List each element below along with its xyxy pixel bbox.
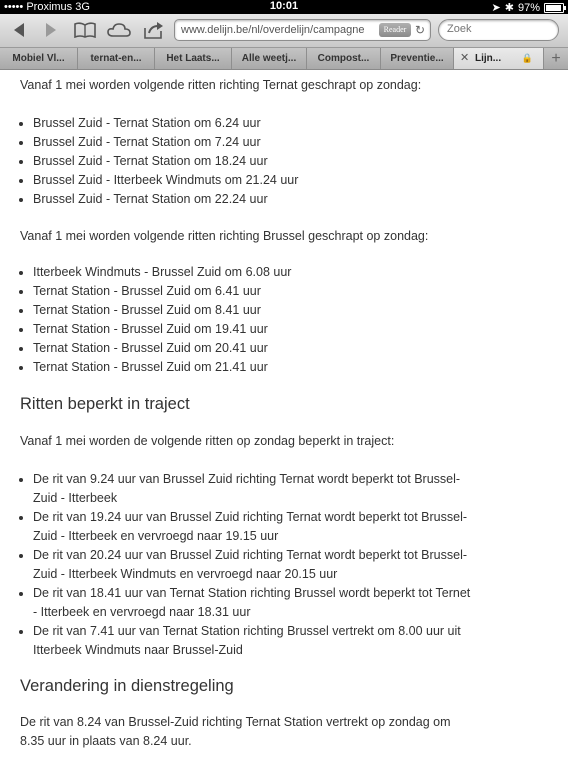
list-item: • Ternat Station - Brussel Zuid om 6.41 uur (33, 282, 473, 301)
back-button[interactable] (6, 18, 32, 42)
page-content (0, 70, 568, 757)
heading-verandering: Verandering in dienstregeling (20, 677, 234, 695)
heading-ritten-beperkt: Ritten beperkt in traject (20, 395, 190, 413)
paragraph-3: Vanaf 1 mei worden de volgende ritten op zondag beperkt in traject: (20, 434, 395, 448)
forward-arrow-icon (44, 22, 58, 38)
paragraph-4: De rit van 8.24 van Brussel-Zuid richting Ternat Station vertrekt op zondag om 8.35 uur in plaats van 8.24 uur. (20, 715, 451, 748)
browser-toolbar (0, 14, 568, 48)
tab-label: Lijn... (475, 53, 502, 64)
tab-label: Alle weetj... (241, 53, 297, 64)
address-bar[interactable] (174, 19, 431, 41)
cloud-icon (107, 22, 131, 38)
list-item: • Brussel Zuid - Ternat Station om 18.24 uur (33, 152, 473, 171)
close-tab-icon[interactable]: ✕ (460, 52, 470, 64)
signal-icon: ••••• (4, 1, 24, 13)
plus-icon: + (551, 50, 561, 67)
tab-label: Het Laats... (166, 53, 220, 64)
list-item: • Ternat Station - Brussel Zuid om 19.41 uur (33, 320, 473, 339)
search-input[interactable] (447, 23, 547, 35)
reader-button[interactable]: Reader (379, 23, 411, 37)
battery-icon (544, 3, 564, 13)
new-tab-button[interactable] (544, 48, 568, 69)
list-item: • De rit van 18.41 uur van Ternat Station richting Brussel wordt beperkt tot Ternet - Itterbeek en vervroegd naar 18.31 uur (33, 584, 473, 622)
tab-3[interactable] (155, 48, 232, 69)
carrier-name: Proximus (26, 1, 73, 13)
back-arrow-icon (12, 22, 26, 38)
list-item: • De rit van 19.24 uur van Brussel Zuid richting Ternat wordt beperkt tot Brussel-Zuid - Itterbeek en vervroegd naar 19.15 uur (33, 508, 473, 546)
share-button[interactable] (140, 18, 166, 42)
list-item: • De rit van 9.24 uur van Brussel Zuid richting Ternat wordt beperkt tot Brussel-Zuid - Itterbeek (33, 470, 473, 508)
bluetooth-icon: ✱ (504, 2, 514, 14)
tab-label: Mobiel Vl... (12, 53, 65, 64)
list-item: • Ternat Station - Brussel Zuid om 8.41 uur (33, 301, 473, 320)
tab-1[interactable] (0, 48, 78, 69)
status-bar (0, 0, 568, 14)
tab-6[interactable] (381, 48, 454, 69)
list-item: • Brussel Zuid - Itterbeek Windmuts om 21.24 uur (33, 171, 473, 190)
icloud-tabs-button[interactable] (106, 18, 132, 42)
share-icon (142, 21, 164, 39)
lock-icon: 🔒 (521, 53, 533, 63)
paragraph-2: Vanaf 1 mei worden volgende ritten richting Brussel geschrapt op zondag: (20, 229, 429, 243)
book-icon (74, 22, 96, 38)
tab-active[interactable] (454, 48, 544, 69)
tab-label: Compost... (317, 53, 370, 64)
list-item: • Itterbeek Windmuts - Brussel Zuid om 6.08 uur (33, 263, 473, 282)
list-item: • Brussel Zuid - Ternat Station om 6.24 uur (33, 114, 473, 133)
list-brussel-cancelled (0, 263, 473, 377)
location-arrow-icon: ➤ (491, 2, 501, 14)
reload-icon[interactable]: ↻ (415, 23, 426, 37)
bookmarks-button[interactable] (72, 18, 98, 42)
list-ternat-cancelled (0, 114, 473, 209)
url-text: www.delijn.be/nl/overdelijn/campagne (181, 24, 365, 36)
tab-bar (0, 48, 568, 70)
network-type: 3G (75, 1, 90, 13)
list-item: • De rit van 7.41 uur van Ternat Station richting Brussel vertrekt om 8.00 uur uit Itterbeek Windmuts naar Brussel-Zuid (33, 622, 473, 660)
list-item: • De rit van 20.24 uur van Brussel Zuid richting Ternat wordt beperkt tot Brussel-Zuid - Itterbeek Windmuts en vervroegd naar 20.15 uur (33, 546, 473, 584)
list-item: • Ternat Station - Brussel Zuid om 21.41 uur (33, 358, 473, 377)
battery-percent: 97% (517, 1, 540, 14)
list-limited-routes (0, 470, 473, 660)
list-item: • Ternat Station - Brussel Zuid om 20.41 uur (33, 339, 473, 358)
paragraph-1: Vanaf 1 mei worden volgende ritten richting Ternat geschrapt op zondag: (20, 78, 422, 92)
tab-label: Preventie... (390, 53, 444, 64)
forward-button[interactable] (38, 18, 64, 42)
search-field[interactable] (438, 19, 559, 41)
list-item: • Brussel Zuid - Ternat Station om 22.24 uur (33, 190, 473, 209)
tab-label: ternat-en... (90, 53, 142, 64)
list-item: • Brussel Zuid - Ternat Station om 7.24 uur (33, 133, 473, 152)
clock: 10:01 (269, 0, 299, 12)
tab-4[interactable] (232, 48, 307, 69)
tab-2[interactable] (78, 48, 155, 69)
tab-5[interactable] (307, 48, 381, 69)
